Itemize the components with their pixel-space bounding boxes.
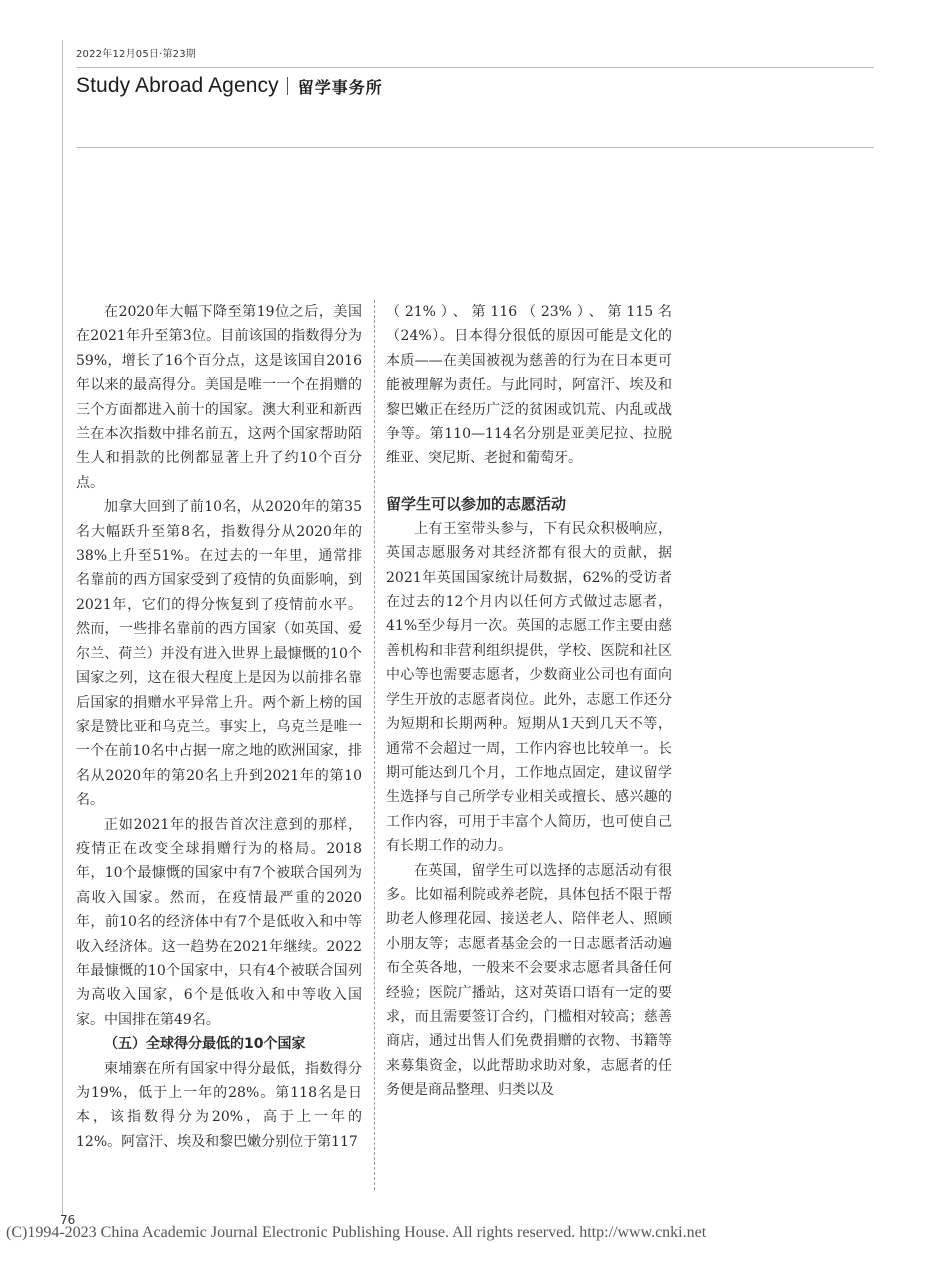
paragraph: 柬埔寨在所有国家中得分最低，指数得分为19%，低于上一年的28%。第118名是日本，该指数得分为20%，高于上一年的12%。阿富汗、埃及和黎巴嫩分别位于第117 [76,1060,362,1150]
page-number: 76 [60,1213,76,1227]
paragraph: 加拿大回到了前10名，从2020年的第35名大幅跃升至第8名，指数得分从2020年的38%上升至51%。在过去的一年里，通常排名靠前的西方国家受到了疫情的负面影响，到2021年，它们的得分恢复到了疫情前水平。然而，一些排名靠前的西方国家（如英国、爱尔兰、荷兰）并没有进入世界上最慷慨的10个国家之列，这在很大程度上是因为以前排名靠后国家的捐赠水平异常上升。两个新上榜的国家是赞比亚和乌克兰。事实上，乌克兰是唯一一个在前10名中占据一席之地的欧洲国家，排名从2020年的第20名上升到2021年的第10名。 [76,499,362,809]
masthead-english-title: Study Abroad Agency [76,74,279,97]
masthead [76,70,383,102]
column-divider [374,300,376,1190]
masthead-divider [287,77,288,95]
paragraph: 在英国，留学生可以选择的志愿活动有很多。比如福利院或养老院，具体包括不限于帮助老人修理花园、接送老人、陪伴老人、照顾小朋友等；志愿者基金会的一日志愿者活动遍布全英各地，一般来不会要求志愿者具备任何经验；医院广播站，这对英语口语有一定的要求，而且需要签订合约，门槛相对较高；慈善商店，通过出售人们免费捐赠的衣物、书籍等来募集资金，以此帮助求助对象，志愿者的任务便是商品整理、归类以及 [386,862,672,1099]
masthead-chinese-title: 留学事务所 [297,77,383,97]
left-column [76,300,362,1154]
paragraph: 在2020年大幅下降至第19位之后，美国在2021年升至第3位。目前该国的指数得分为59%，增长了16个百分点，这是该国自2016年以来的最高得分。美国是唯一一个在捐赠的三个方面都进入前十的国家。澳大利亚和新西兰在本次指数中排名前五，这两个国家帮助陌生人和捐款的比例都显著上升了约10个百分点。 [76,304,362,491]
header-rule-bottom [76,147,874,148]
left-margin-rule [62,40,63,1215]
header-rule-top [76,67,874,68]
paragraph: 正如2021年的报告首次注意到的那样，疫情正在改变全球捐赠行为的格局。2018年，10个最慷慨的国家中有7个被联合国列为高收入国家。然而，在疫情最严重的2020年，前10名的经济体中有7个是低收入和中等收入经济体。这一趋势在2021年继续。2022年最慷慨的10个国家中，只有4个被联合国列为高收入国家，6个是低收入和中等收入国家。中国排在第49名。 [76,816,362,1028]
subsection-heading: （五）全球得分最低的10个国家 [104,1036,306,1053]
section-title: 留学生可以参加的志愿活动 [386,494,567,513]
paragraph-continued: （21%）、第116（23%）、第115名（24%）。日本得分很低的原因可能是文化的本质——在美国被视为慈善的行为在日本更可能被理解为责任。与此同时，阿富汗、埃及和黎巴嫩正在经历广泛的贫困或饥荒、内乱或战争等。第110—114名分别是亚美尼拉、拉脱维亚、突尼斯、老挝和葡萄牙。 [386,304,672,467]
copyright-footer: (C)1994-2023 China Academic Journal Electronic Publishing House. All rights reserved. http://www.cnki.net [6,1224,707,1241]
paragraph: 上有王室带头参与，下有民众积极响应，英国志愿服务对其经济都有很大的贡献，据2021年英国国家统计局数据，62%的受访者在过去的12个月内以任何方式做过志愿者，41%至少每月一次。英国的志愿工作主要由慈善机构和非营利组织提供，学校、医院和社区中心等也需要志愿者，少数商业公司也有面向学生开放的志愿者岗位。此外，志愿工作还分为短期和长期两种。短期从1天到几天不等，通常不会超过一周，工作内容也比较单一。长期可能达到几个月，工作地点固定，建议留学生选择与自己所学专业相关或擅长、感兴趣的工作内容，可用于丰富个人简历，也可使自己有长期工作的动力。 [386,520,672,855]
right-column [386,300,672,1103]
issue-date: 2022年12月05日·第23期 [76,49,197,60]
